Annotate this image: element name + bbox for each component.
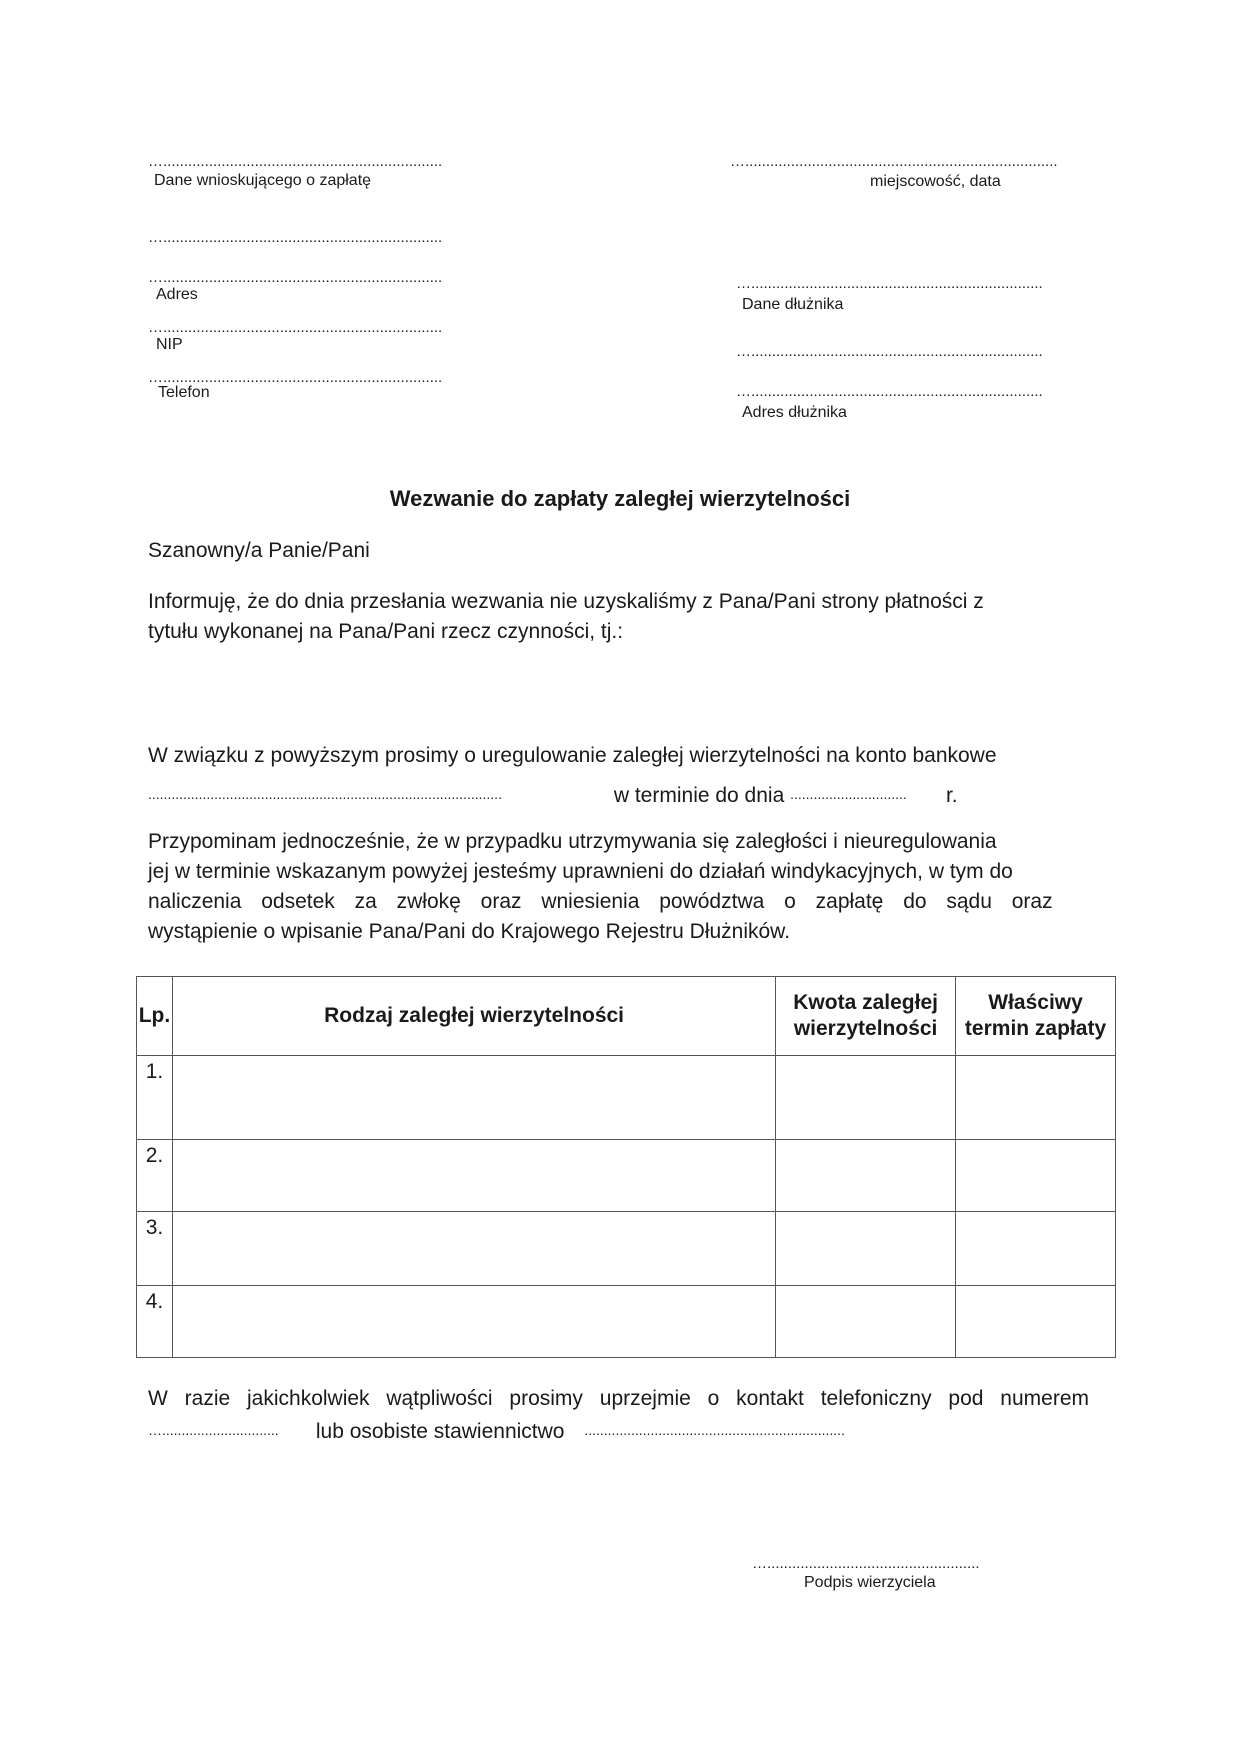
header-due: Właściwy termin zapłaty — [956, 977, 1116, 1056]
phone-number-dots[interactable]: ….............................. — [148, 1422, 279, 1438]
table-header-row — [137, 977, 1116, 1056]
para2-line2 — [148, 784, 958, 808]
para3-line4: wystąpienie o wpisanie Pana/Pani do Krajowego Rejestru Dłużników. — [148, 920, 791, 943]
para1-line2: tytułu wykonanej na Pana/Pani rzecz czynności, tj.: — [148, 620, 624, 643]
para2-line1: W związku z powyższym prosimy o uregulowanie zaległej wierzytelności na konto bankowe — [148, 744, 997, 767]
address-dots[interactable]: …................................................................... — [148, 270, 443, 286]
row-lp: 3. — [137, 1212, 173, 1286]
row-lp: 4. — [137, 1286, 173, 1358]
place-date-label: miejscowość, data — [870, 173, 1001, 190]
requester-label: Dane wnioskującego o zapłatę — [154, 172, 372, 189]
para3-line1: Przypominam jednocześnie, że w przypadku utrzymywania się zaległości i nieuregulowania — [148, 830, 997, 853]
table-row — [137, 1286, 1116, 1358]
para4-mid-text: lub osobiste stawiennictwo — [315, 1420, 565, 1443]
document-title: Wezwanie do zapłaty zaległej wierzytelności — [389, 486, 851, 511]
cell-type[interactable] — [172, 1212, 775, 1286]
debtor-address-label: Adres dłużnika — [742, 404, 847, 421]
bank-account-dots[interactable]: ........................................................................................... — [148, 786, 502, 802]
phone-label: Telefon — [158, 384, 210, 401]
para3-line3: naliczenia odsetek za zwłokę oraz wniesienia powództwa o zapłatę do sądu oraz — [148, 890, 1053, 913]
claims-table — [136, 976, 1116, 1358]
requester-dots[interactable]: …................................................................... — [148, 154, 443, 170]
para4-line2 — [148, 1420, 904, 1444]
salutation: Szanowny/a Panie/Pani — [148, 539, 370, 562]
place-date-dots[interactable]: …........................................................................... — [730, 154, 1058, 170]
phone-dots[interactable]: …................................................................... — [148, 370, 443, 386]
table-row — [137, 1056, 1116, 1140]
para4-line1: W razie jakichkolwiek wątpliwości prosimy uprzejmie o kontakt telefoniczny pod numerem — [148, 1387, 1089, 1410]
nip-label: NIP — [156, 336, 183, 353]
cell-due[interactable] — [956, 1140, 1116, 1212]
signature-label: Podpis wierzyciela — [804, 1574, 936, 1591]
cell-type[interactable] — [172, 1056, 775, 1140]
cell-due[interactable] — [956, 1212, 1116, 1286]
para2-term-text: w terminie do dnia — [613, 784, 785, 807]
table-row — [137, 1140, 1116, 1212]
requester-line2-dots[interactable]: …................................................................... — [148, 230, 443, 246]
para2-r-text: r. — [945, 784, 958, 807]
signature-dots[interactable]: …................................................... — [752, 1556, 980, 1572]
debtor-label: Dane dłużnika — [742, 296, 844, 313]
row-lp: 2. — [137, 1140, 173, 1212]
header-type: Rodzaj zaległej wierzytelności — [172, 977, 775, 1056]
cell-due[interactable] — [956, 1056, 1116, 1140]
debtor-address-dots[interactable]: …...................................................................... — [736, 384, 1043, 400]
cell-amount[interactable] — [776, 1212, 956, 1286]
row-lp: 1. — [137, 1056, 173, 1140]
table-row — [137, 1212, 1116, 1286]
debtor-dots[interactable]: …...................................................................... — [736, 276, 1043, 292]
debtor-line2-dots[interactable]: …...................................................................... — [736, 344, 1043, 360]
cell-amount[interactable] — [776, 1286, 956, 1358]
header-lp: Lp. — [137, 977, 173, 1056]
para3-line2: jej w terminie wskazanym powyżej jesteśmy uprawnieni do działań windykacyjnych, w tym do — [148, 860, 1013, 883]
due-date-dots[interactable]: .............................. — [790, 786, 907, 802]
cell-amount[interactable] — [776, 1140, 956, 1212]
address-label: Adres — [156, 286, 198, 303]
cell-amount[interactable] — [776, 1056, 956, 1140]
cell-due[interactable] — [956, 1286, 1116, 1358]
nip-dots[interactable]: …................................................................... — [148, 320, 443, 336]
cell-type[interactable] — [172, 1140, 775, 1212]
para1-line1: Informuję, że do dnia przesłania wezwania nie uzyskaliśmy z Pana/Pani strony płatności z — [148, 590, 984, 613]
cell-type[interactable] — [172, 1286, 775, 1358]
header-amount: Kwota zaległej wierzytelności — [776, 977, 956, 1056]
visit-place-dots[interactable]: ................................................................... — [584, 1422, 845, 1438]
